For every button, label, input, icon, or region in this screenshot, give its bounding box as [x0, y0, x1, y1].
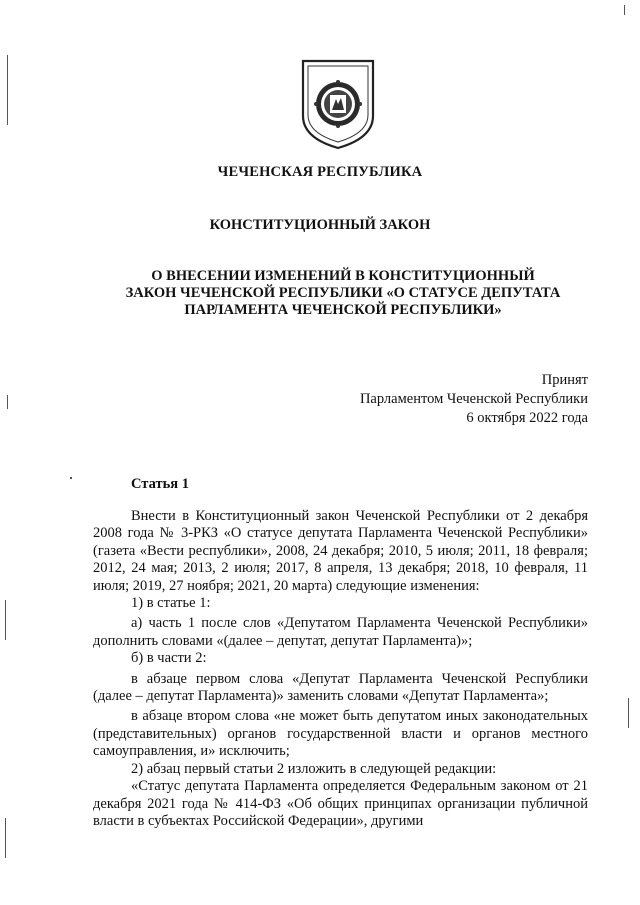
- body-paragraph: «Статус депутата Парламента определяется Федеральным законом от 21 декабря 2021 года № 414-ФЗ «Об общих принципах организации публичной власти в субъектах Российской Федерации», другими: [93, 778, 588, 829]
- adoption-body: Парламентом Чеченской Республики: [359, 391, 588, 407]
- article-heading: Статья 1: [131, 476, 189, 492]
- body-paragraph: Внести в Конституционный закон Чеченской Республики от 2 декабря 2008 года № 3-РКЗ «О статусе депутата Парламента Чеченской Республики» (газета «Вести республики», 2008, 24 декабря; 2010, 5 июля; 2011, 18 февраля; 2012, 24 мая; 2013, 2 июля; 2017, 8 апреля, 13 декабря; 2018, 10 февраля, 11 июля; 2019, 27 ноября; 2021, 20 марта) следующие изменения:: [93, 508, 588, 594]
- scan-artifact: [70, 477, 72, 479]
- body-paragraph: 2) абзац первый статьи 2 изложить в следующей редакции:: [131, 760, 497, 777]
- body-paragraph: в абзаце первом слова «Депутат Парламента Чеченской Республики (далее – депутат Парламента)» заменить словами «Депутат Парламента»;: [93, 670, 588, 705]
- law-title: [108, 268, 578, 319]
- body-paragraph: б) в части 2:: [131, 650, 207, 667]
- scan-artifact: [5, 600, 6, 640]
- adoption-label: Принят: [541, 372, 588, 388]
- article-body: [93, 508, 588, 830]
- scan-artifact: [624, 5, 625, 15]
- coat-of-arms-emblem: [299, 58, 377, 151]
- body-paragraph: 1) в статье 1:: [131, 595, 211, 612]
- republic-heading: ЧЕЧЕНСКАЯ РЕСПУБЛИКА: [217, 164, 423, 180]
- coat-of-arms-icon: [299, 58, 377, 151]
- scan-artifact: [7, 55, 8, 125]
- scan-artifact: [7, 395, 8, 409]
- law-title-line: ПАРЛАМЕНТА ЧЕЧЕНСКОЙ РЕСПУБЛИКИ»: [184, 302, 502, 318]
- adoption-date: 6 октября 2022 года: [466, 410, 588, 426]
- scan-artifact: [628, 698, 629, 728]
- law-title-line: О ВНЕСЕНИИ ИЗМЕНЕНИЙ В КОНСТИТУЦИОННЫЙ: [151, 268, 535, 284]
- body-paragraph: в абзаце втором слова «не может быть депутатом иных законодательных (представительных) органов государственной власти и органов местного самоуправления, и» исключить;: [93, 708, 588, 760]
- adoption-block: [360, 371, 588, 428]
- law-title-line: ЗАКОН ЧЕЧЕНСКОЙ РЕСПУБЛИКИ «О СТАТУСЕ ДЕПУТАТА: [125, 285, 561, 301]
- law-type-heading: КОНСТИТУЦИОННЫЙ ЗАКОН: [209, 217, 431, 233]
- scan-artifact: [5, 818, 6, 858]
- body-paragraph: а) часть 1 после слов «Депутатом Парламента Чеченской Республики» дополнить словами «(далее – депутат, депутат Парламента)»;: [93, 615, 588, 649]
